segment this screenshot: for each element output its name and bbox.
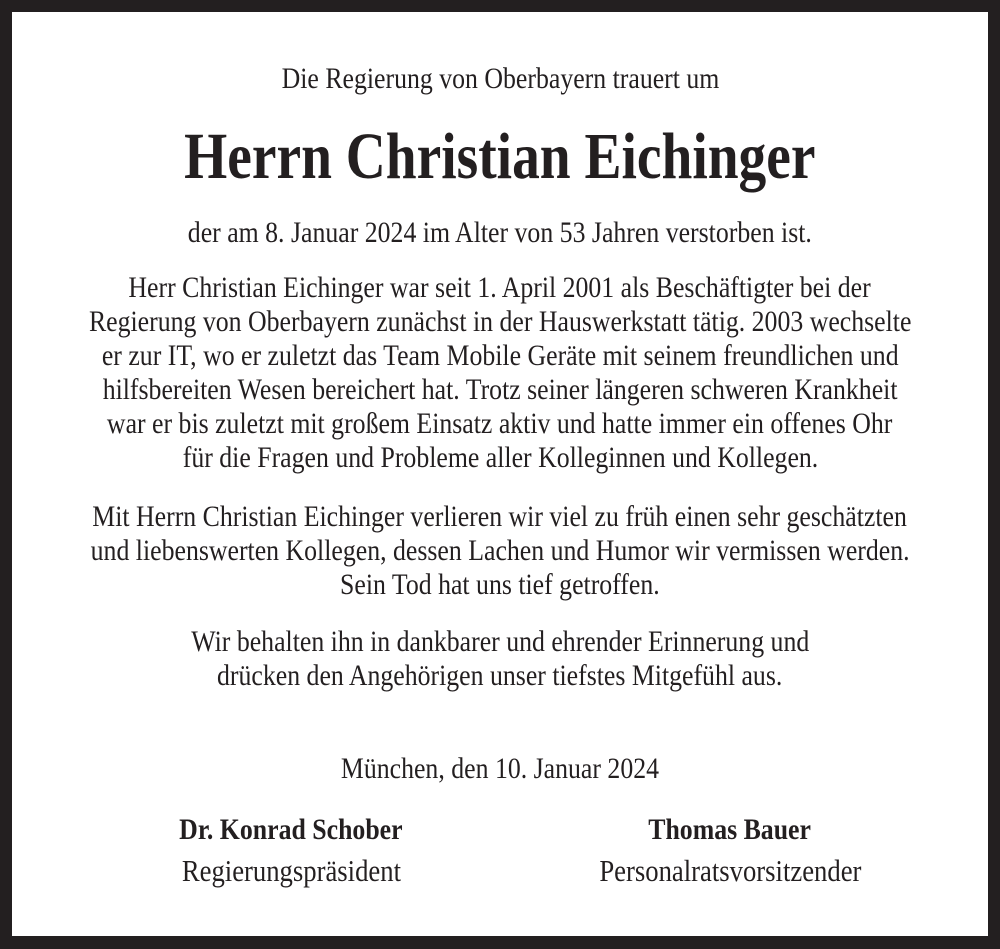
signatory-role: Regierungspräsident [181,853,401,888]
deceased-name-heading: Herrn Christian Eichinger [184,120,816,193]
paragraph-line: Wir behalten ihn in dankbarer und ehrender Erinnerung und [191,625,809,658]
intro-text: Die Regierung von Oberbayern trauert um [281,62,719,95]
signatory-name: Thomas Bauer [648,813,812,846]
death-date-line: der am 8. Januar 2024 im Alter von 53 Jahren verstorben ist. [187,216,813,249]
signatory-role: Personalratsvorsitzender [598,853,862,888]
paragraph-line: drücken den Angehörigen unser tiefstes Mitgefühl aus. [217,659,783,692]
paragraph-line: Herr Christian Eichinger war seit 1. April 2001 als Beschäftigter bei der [128,271,872,304]
paragraph-line: Mit Herrn Christian Eichinger verlieren wir viel zu früh einen sehr geschätzten [92,500,908,533]
paragraph-line: er zur IT, wo er zuletzt das Team Mobile Geräte mit seinem freundlichen und [101,339,899,372]
paragraph-line: und liebenswerten Kollegen, dessen Lachen und Humor wir vermissen werden. [90,534,910,567]
place-and-date: München, den 10. Januar 2024 [340,752,660,785]
paragraph-line: war er bis zuletzt mit großem Einsatz aktiv und hatte immer ein offenes Ohr [107,407,893,440]
paragraph-line: hilfsbereiten Wesen bereichert hat. Trotz seiner längeren schweren Krankheit [102,373,898,406]
signatory-name: Dr. Konrad Schober [179,813,403,846]
paragraph-line: für die Fragen und Probleme aller Kolleginnen und Kollegen. [182,441,818,474]
paragraph-line: Sein Tod hat uns tief getroffen. [340,568,660,601]
paragraph-line: Regierung von Oberbayern zunächst in der Hauswerkstatt tätig. 2003 wechselte [88,305,912,338]
